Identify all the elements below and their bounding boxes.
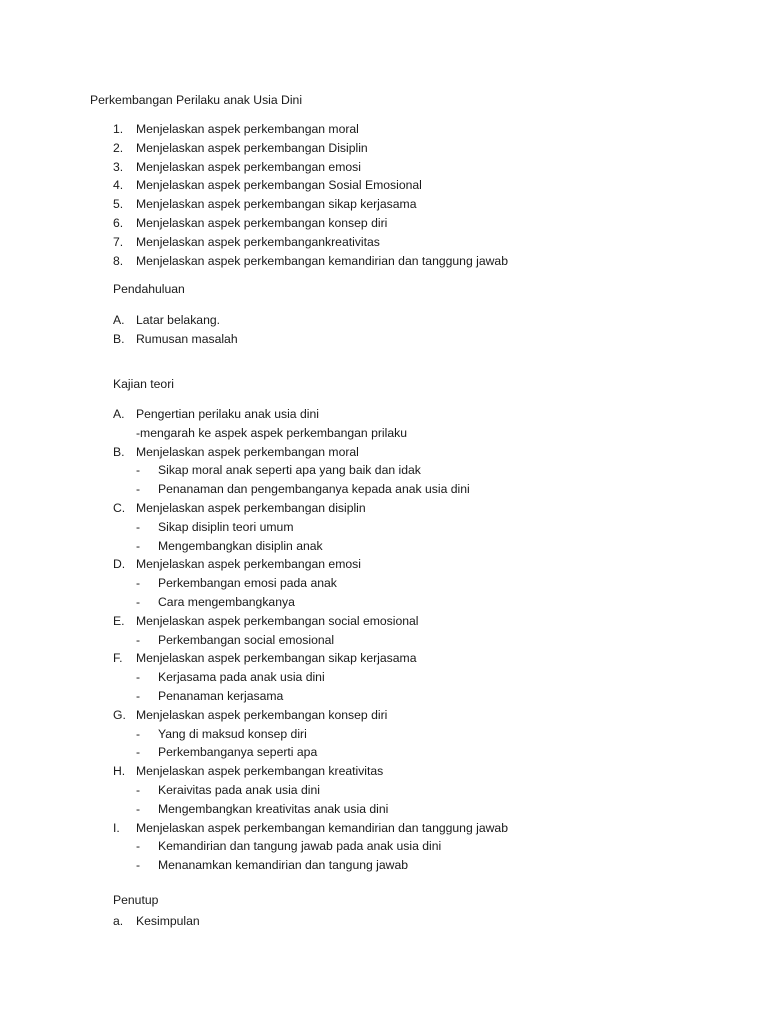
list-marker: 6. <box>113 216 124 230</box>
kajian-heading: Kajian teori <box>113 377 174 391</box>
list-marker: 8. <box>113 253 124 268</box>
list-item-text: Menjelaskan aspek perkembangan konsep diri <box>136 216 388 230</box>
list-item-text: Yang di maksud konsep diri <box>158 726 307 741</box>
list-item-text: Rumusan masalah <box>136 331 238 346</box>
list-marker: 5. <box>113 197 124 212</box>
list-item-text: Perkembangan social emosional <box>158 632 335 647</box>
list-item-text: Kerjasama pada anak usia dini <box>158 670 325 685</box>
list-item-text: Menanamkan kemandirian dan tangung jawab <box>158 858 409 873</box>
list-marker: A. <box>113 313 125 327</box>
list-marker: C. <box>113 501 126 515</box>
list-marker: - <box>136 538 141 553</box>
list-item-text: Menjelaskan aspek perkembangan moral <box>136 444 359 459</box>
list-marker: a. <box>113 914 124 928</box>
list-marker: - <box>136 670 141 685</box>
list-item-text: Menjelaskan aspek perkembangan social emosional <box>136 613 419 628</box>
list-item-text: Menjelaskan aspek perkembangan kemandirian dan tanggung jawab <box>136 820 508 835</box>
list-marker: B. <box>113 444 125 459</box>
list-marker: A. <box>113 407 125 421</box>
list-item-text: Latar belakang. <box>136 313 221 327</box>
list-item-text: Menjelaskan aspek perkembangan emosi <box>136 557 361 572</box>
list-marker: D. <box>113 557 126 572</box>
list-item-text: Menjelaskan aspek perkembangan moral <box>136 122 359 136</box>
list-item-text: Kemandirian dan tangung jawab pada anak usia dini <box>158 839 442 854</box>
list-marker: - <box>136 689 141 703</box>
list-item-text: Kesimpulan <box>136 914 200 928</box>
list-item-text: Penanaman kerjasama <box>158 689 284 703</box>
list-marker: - <box>136 463 141 478</box>
list-marker: 4. <box>113 178 124 193</box>
list-marker: - <box>136 858 141 873</box>
list-item-text: Menjelaskan aspek perkembangan Disiplin <box>136 140 368 155</box>
pendahuluan-heading: Pendahuluan <box>113 282 185 296</box>
list-marker: 3. <box>113 159 124 174</box>
list-marker: - <box>136 632 141 647</box>
list-marker: G. <box>113 707 126 722</box>
document-title: Perkembangan Perilaku anak Usia Dini <box>90 93 303 107</box>
list-item-text: Sikap moral anak seperti apa yang baik dan idak <box>158 463 421 478</box>
list-item-text: Menjelaskan aspek perkembangankreativitas <box>136 234 380 249</box>
list-marker: E. <box>113 613 125 628</box>
list-item-text: -mengarah ke aspek aspek perkembangan prilaku <box>136 425 407 440</box>
list-marker: - <box>136 801 141 816</box>
list-marker: - <box>136 595 141 609</box>
list-marker: - <box>136 576 141 591</box>
list-item-text: Keraivitas pada anak usia dini <box>158 783 320 797</box>
list-item-text: Menjelaskan aspek perkembangan kreativitas <box>136 764 384 779</box>
list-item-text: Pengertian perilaku anak usia dini <box>136 407 319 421</box>
list-item-text: Perkembangan emosi pada anak <box>158 576 337 591</box>
list-item-text: Menjelaskan aspek perkembangan disiplin <box>136 501 366 515</box>
list-marker: - <box>136 726 141 741</box>
list-marker: 1. <box>113 122 124 136</box>
list-item-text: Menjelaskan aspek perkembangan sikap kerjasama <box>136 651 417 666</box>
list-item-text: Penanaman dan pengembanganya kepada anak usia dini <box>158 482 470 497</box>
list-marker: I. <box>113 820 120 835</box>
list-marker: - <box>136 745 141 760</box>
list-marker: F. <box>113 651 123 666</box>
list-marker: - <box>136 482 141 497</box>
list-item-text: Menjelaskan aspek perkembangan konsep diri <box>136 707 388 722</box>
list-item-text: Perkembanganya seperti apa <box>158 745 318 760</box>
list-item-text: Mengembangkan disiplin anak <box>158 538 323 553</box>
list-item-text: Menjelaskan aspek perkembangan sikap kerjasama <box>136 197 417 212</box>
list-marker: H. <box>113 764 126 779</box>
list-marker: - <box>136 783 141 797</box>
penutup-heading: Penutup <box>113 893 159 907</box>
list-marker: 2. <box>113 140 124 155</box>
list-item-text: Menjelaskan aspek perkembangan kemandirian dan tanggung jawab <box>136 253 508 268</box>
list-item-text: Sikap disiplin teori umum <box>158 519 294 534</box>
list-marker: B. <box>113 331 125 346</box>
list-marker: - <box>136 519 141 534</box>
list-item-text: Cara mengembangkanya <box>158 595 295 609</box>
list-item-text: Menjelaskan aspek perkembangan Sosial Emosional <box>136 178 422 193</box>
list-item-text: Mengembangkan kreativitas anak usia dini <box>158 801 389 816</box>
list-marker: 7. <box>113 234 124 249</box>
list-item-text: Menjelaskan aspek perkembangan emosi <box>136 159 361 174</box>
list-marker: - <box>136 839 141 854</box>
